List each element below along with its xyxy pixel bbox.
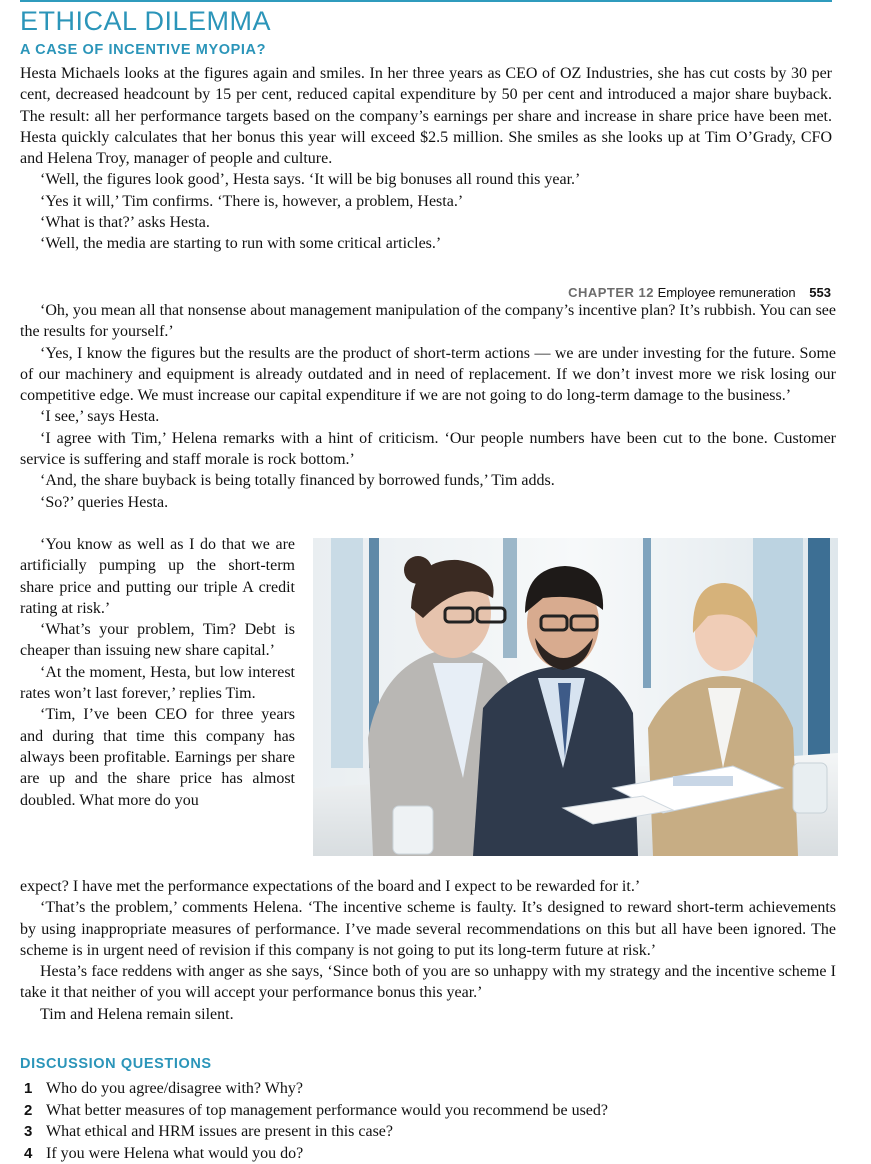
question-text: Who do you agree/disagree with? Why? <box>46 1080 303 1097</box>
case-subtitle: A CASE OF INCENTIVE MYOPIA? <box>20 42 267 58</box>
discussion-heading: DISCUSSION QUESTIONS <box>20 1056 212 1072</box>
discussion-question <box>24 1121 834 1143</box>
question-number: 4 <box>24 1144 33 1162</box>
business-meeting-photo <box>313 538 838 856</box>
opening-text <box>20 63 832 255</box>
paragraph: ‘And, the share buyback is being totally financed by borrowed funds,’ Tim adds. <box>40 472 555 490</box>
paragraph: ‘Well, the figures look good’, Hesta says. ‘It will be big bonuses all round this year.’ <box>40 171 581 189</box>
column-text <box>20 534 295 811</box>
paragraph: ‘So?’ queries Hesta. <box>40 493 169 511</box>
discussion-question <box>24 1100 834 1122</box>
chapter-label: CHAPTER 12 <box>568 285 655 300</box>
top-rule <box>20 0 832 2</box>
paragraph: ‘Yes, I know the figures but the results are the product of short-term actions — we are under investing for the future. Some of our machinery and equipment is already outdated and in need of replacement. If we don’t invest more we risk losing our competitive edge. We must increase our capital expenditure if we are not going to do long-term damage to the business.’ <box>20 344 836 405</box>
discussion-question <box>24 1143 834 1164</box>
paragraph: ‘You know as well as I do that we are artificially pumping up the short-term share price and putting our triple A credit rating at risk.’ <box>20 536 295 617</box>
paragraph: Hesta Michaels looks at the figures again and smiles. In her three years as CEO of OZ Industries, she has cut costs by 30 per cent, decreased headcount by 15 per cent, reduced capital expenditure by 50 per cent and introduced a major share buyback. The result: all her performance targets based on the company’s earnings per share and increase in share price have been met. Hesta quickly calculates that her bonus this year will exceed $2.5 million. She smiles as she looks up at Tim O’Grady, CFO and Helena Troy, manager of people and culture. <box>20 65 832 168</box>
running-header <box>505 285 831 300</box>
question-text: What ethical and HRM issues are present in this case? <box>46 1123 393 1140</box>
middle-text <box>20 300 836 513</box>
question-text: If you were Helena what would you do? <box>46 1144 304 1162</box>
paragraph: ‘Yes it will,’ Tim confirms. ‘There is, however, a problem, Hesta.’ <box>40 192 464 210</box>
paragraph: ‘At the moment, Hesta, but low interest rates won’t last forever,’ replies Tim. <box>20 663 295 703</box>
paragraph: ‘Well, the media are starting to run with some critical articles.’ <box>40 235 442 253</box>
paragraph: expect? I have met the performance expectations of the board and I expect to be rewarded for it.’ <box>20 878 641 895</box>
chapter-title: Employee remuneration <box>657 285 796 300</box>
question-number: 2 <box>24 1101 33 1119</box>
discussion-question-list <box>24 1078 834 1164</box>
closing-text <box>20 876 836 1025</box>
paragraph: Hesta’s face reddens with anger as she says, ‘Since both of you are so unhappy with my strategy and the incentive scheme I take it that neither of you will accept your performance bonus this year.’ <box>20 963 836 1002</box>
paragraph: ‘I see,’ says Hesta. <box>40 408 160 426</box>
paragraph: ‘That’s the problem,’ comments Helena. ‘The incentive scheme is faulty. It’s designed to reward short-term achievements by using inappropriate measures of performance. I’ve made several recommendations on this but all have been ignored. The scheme is in urgent need of revision if this company is not going to put its long-term future at risk.’ <box>20 899 836 959</box>
paragraph: ‘What’s your problem, Tim? Debt is cheaper than issuing new share capital.’ <box>20 621 295 660</box>
paragraph: Tim and Helena remain silent. <box>40 1005 234 1023</box>
question-number: 3 <box>24 1123 33 1140</box>
discussion-question <box>24 1078 834 1100</box>
paragraph: ‘Tim, I’ve been CEO for three years and during that time this company has always been profitable. Earnings per share are up and the share price has almost doubled. What more do you <box>20 706 295 809</box>
paragraph: ‘I agree with Tim,’ Helena remarks with a hint of criticism. ‘Our people numbers have been cut to the bone. Customer service is suffering and staff morale is rock bottom.’ <box>20 429 836 469</box>
page-title: ETHICAL DILEMMA <box>20 6 272 36</box>
paragraph: ‘What is that?’ asks Hesta. <box>40 214 210 232</box>
paragraph: ‘Oh, you mean all that nonsense about management manipulation of the company’s incentive plan? It’s rubbish. You can see the results for yourself.’ <box>20 302 836 341</box>
question-number: 1 <box>24 1080 33 1097</box>
question-text: What better measures of top management performance would you recommend be used? <box>46 1101 609 1119</box>
page-number: 553 <box>809 285 831 300</box>
